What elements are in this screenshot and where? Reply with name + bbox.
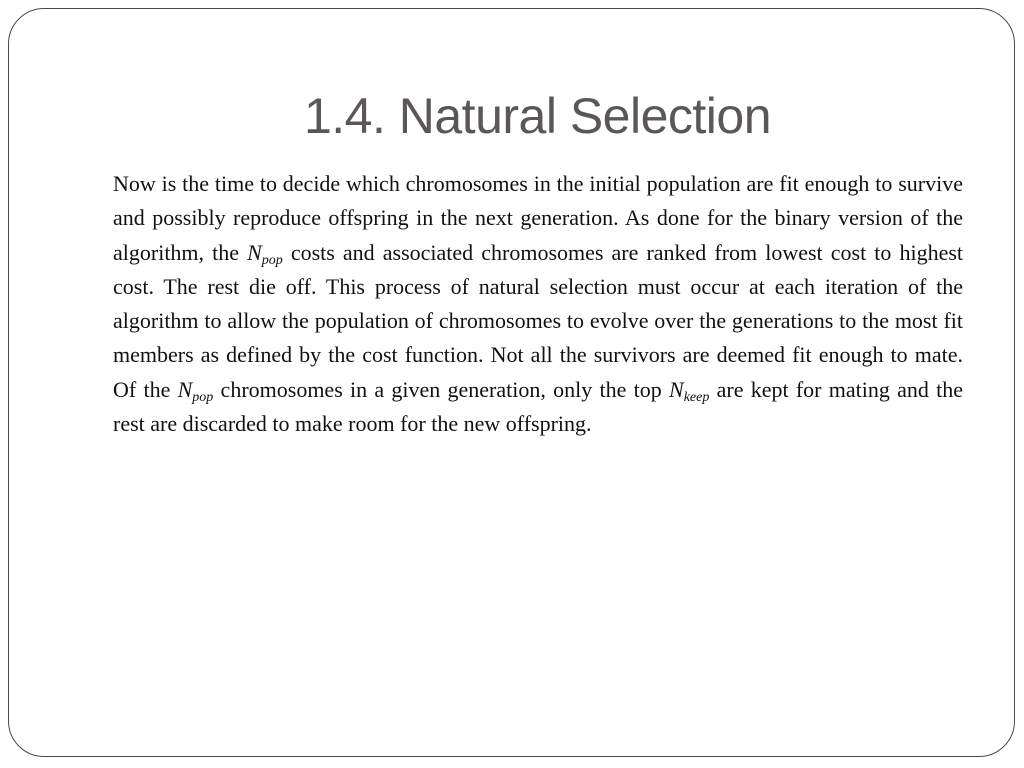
variable-subscript: pop [261, 252, 283, 268]
variable-subscript: pop [192, 389, 214, 405]
paragraph-segment-3: chromosomes in a given generation, only the top [213, 376, 669, 402]
body-paragraph [113, 167, 963, 441]
variable-base: N [247, 239, 262, 265]
variable-base: N [177, 376, 193, 402]
variable-base: N [669, 376, 684, 402]
paragraph-segment-2: costs and associated chromosomes are ranked from lowest cost to highest cost. The rest die off. This process of natural selection must occur at each iteration of the algorithm to allow the population of chromosomes to evolve over the generations to the most fit members as defined by the cost function. Not all the survivors are deemed fit enough to mate. Of the [113, 239, 964, 402]
variable-subscript: keep [683, 389, 710, 405]
variable-n-keep [669, 376, 710, 405]
variable-n-pop [247, 239, 283, 268]
paragraph-segment-1: Now is the time to decide which chromosomes in the initial population are fit enough to survive and possibly reproduce offspring in the next generation. As done for the binary version of the algorithm, the [113, 171, 963, 265]
variable-n-pop [177, 376, 214, 405]
slide-title: 1.4. Natural Selection [303, 88, 772, 144]
paragraph-segment-4: are kept for mating and the rest are discarded to make room for the new offspring. [113, 376, 963, 437]
